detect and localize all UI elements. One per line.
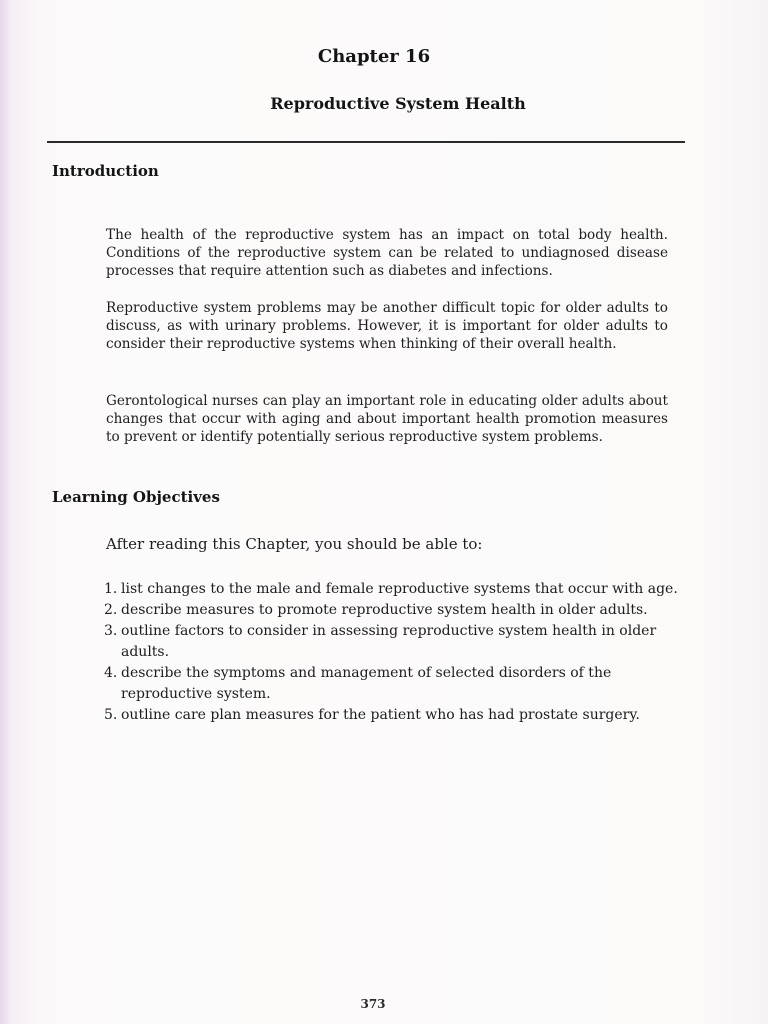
objective-number: 5. [104,707,118,723]
intro-paragraph-2: Reproductive system problems may be another difficult topic for older adults to discuss, as with urinary problems. However, it is important for older adults to consider their reproductive systems when thinking of their overall health. [106,300,668,352]
objective-text: outline care plan measures for the patient who has had prostate surgery. [121,707,640,723]
objective-text: describe the symptoms and management of selected disorders of the reproductive system. [121,665,612,702]
page-edge-shadow [0,0,10,1024]
objective-number: 3. [104,623,118,639]
title-divider [47,141,685,143]
objective-number: 4. [104,665,118,681]
objective-item [104,600,688,621]
chapter-title: Reproductive System Health [270,94,526,113]
introduction-heading: Introduction [52,162,159,180]
objective-text: outline factors to consider in assessing reproductive system health in older adults. [121,623,657,660]
objective-number: 2. [104,602,118,618]
objective-text: describe measures to promote reproductive system health in older adults. [121,602,648,618]
chapter-number: Chapter 16 [317,46,431,67]
page-number: 373 [360,997,386,1011]
objective-item [104,663,688,705]
objective-number: 1. [104,581,118,597]
learning-objectives-heading: Learning Objectives [52,488,220,506]
objective-item [104,705,688,726]
intro-paragraph-1: The health of the reproductive system has an impact on total body health. Conditions of the reproductive system can be related to undiagnosed disease processes that require attention such as diabetes and infections. [106,227,668,279]
objectives-lead-text: After reading this Chapter, you should be able to: [106,535,483,553]
objective-text: list changes to the male and female reproductive systems that occur with age. [121,581,678,597]
objectives-list [104,579,688,726]
objective-item [104,579,688,600]
objective-item [104,621,688,663]
intro-paragraph-3: Gerontological nurses can play an important role in educating older adults about changes that occur with aging and about important health promotion measures to prevent or identify potentially serious reproductive system problems. [106,393,668,445]
